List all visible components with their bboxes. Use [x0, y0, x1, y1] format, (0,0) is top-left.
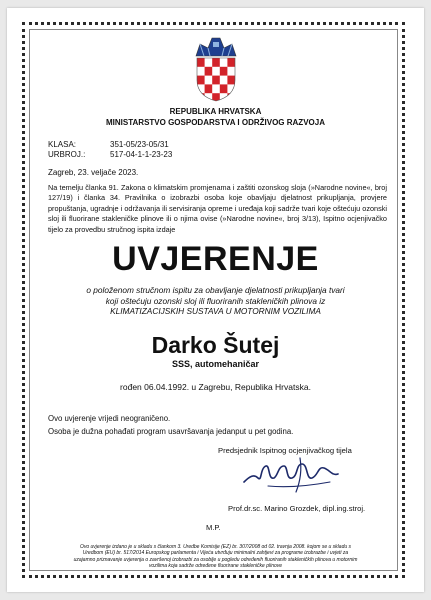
validity-line-2: Osoba je dužna pohađati program usavršavanja jedanput u pet godina.: [48, 427, 294, 436]
description-line-1: o položenom stručnom ispitu za obavljanje djelatnosti prikupljanja tvari: [86, 285, 345, 295]
coat-crown: [196, 38, 236, 56]
validity-notes: [48, 412, 378, 438]
country-name: REPUBLIKA HRVATSKA: [169, 107, 262, 116]
coat-shield: [197, 58, 235, 102]
urbroj-label: URBROJ.:: [48, 150, 86, 159]
certificate-description: [40, 285, 391, 317]
legal-preamble: Na temelju članka 91. Zakona o klimatskim promjenama i zaštiti ozonskog sloja (»Narodne novine«, broj 127/19) i članka 34. Pravilnika o izobrazbi osoba koje obavljaju djelatnost prikupljanja, provjere propuštanja, ugradnje i održavanja ili servisiranja opreme i uređaja koji sadrže tvari koje oštećuju ozonski sloj ili fluorirane stakleničke plinove ili o njima ovise (»Narodne novine«, broj 3/13), Ispitno ocjenjivačko tijelo za provedbu stručnog ispita izdaje: [48, 183, 387, 234]
holder-name: Darko Šutej: [151, 332, 280, 358]
holder-qualification: SSS, automehaničar: [171, 359, 260, 369]
ministry-name: MINISTARSTVO GOSPODARSTVA I ODRŽIVOG RAZVOJA: [106, 118, 325, 127]
signatory-title: Predsjednik Ispitnog ocjenjivačkog tijela: [218, 446, 352, 455]
issue-date: Zagreb, 23. veljače 2023.: [48, 168, 139, 177]
klasa-value: 351-05/23-05/31: [110, 140, 169, 149]
urbroj-value: 517-04-1-1-23-23: [110, 150, 173, 159]
croatian-coat-of-arms-icon: [194, 36, 238, 102]
handwritten-signature: [238, 452, 348, 496]
stamp-label: M.P.: [206, 523, 221, 532]
certificate-title: UVJERENJE: [112, 240, 319, 278]
description-line-2: koji oštećuju ozonski sloj ili fluoriranih stakleničkih plinova iz: [105, 295, 326, 306]
description-line-3: KLIMATIZACIJSKIH SUSTAVA U MOTORNIM VOZILIMA: [110, 306, 321, 317]
klasa-label: KLASA:: [48, 140, 77, 149]
footer-line-2: Uredbom (EU) br. 517/2014 Europskog parlamenta i Vijeća utvrđuju minimalni zahtjevi za programe izobrazbe i uvjeti za: [82, 550, 349, 557]
holder-birth-info: rođen 06.04.1992. u Zagrebu, Republika Hrvatska.: [120, 382, 311, 392]
signer-name: Prof.dr.sc. Marino Grozdek, dipl.ing.stroj.: [228, 504, 366, 513]
footer-line-3: uzajamno priznavanje uvjerenja o završenoj izobrazbi za osoblje u pogledu određenih fluoriranih stakleničkih plinova u motornim: [73, 556, 358, 563]
footer-line-4: vozilima koja sadrže određene fluorirane stakleničke plinove: [148, 562, 283, 569]
validity-line-1: Ovo uvjerenje vrijedi neograničeno.: [48, 414, 171, 423]
legal-footer: [28, 544, 403, 569]
footer-line-1: Ovo uvjerenje izdano je u skladu s člankom 3. Uredbe Komisije (EZ) br. 307/2008 od 02. travnja 2008. kojom se u skladu s: [79, 544, 352, 550]
